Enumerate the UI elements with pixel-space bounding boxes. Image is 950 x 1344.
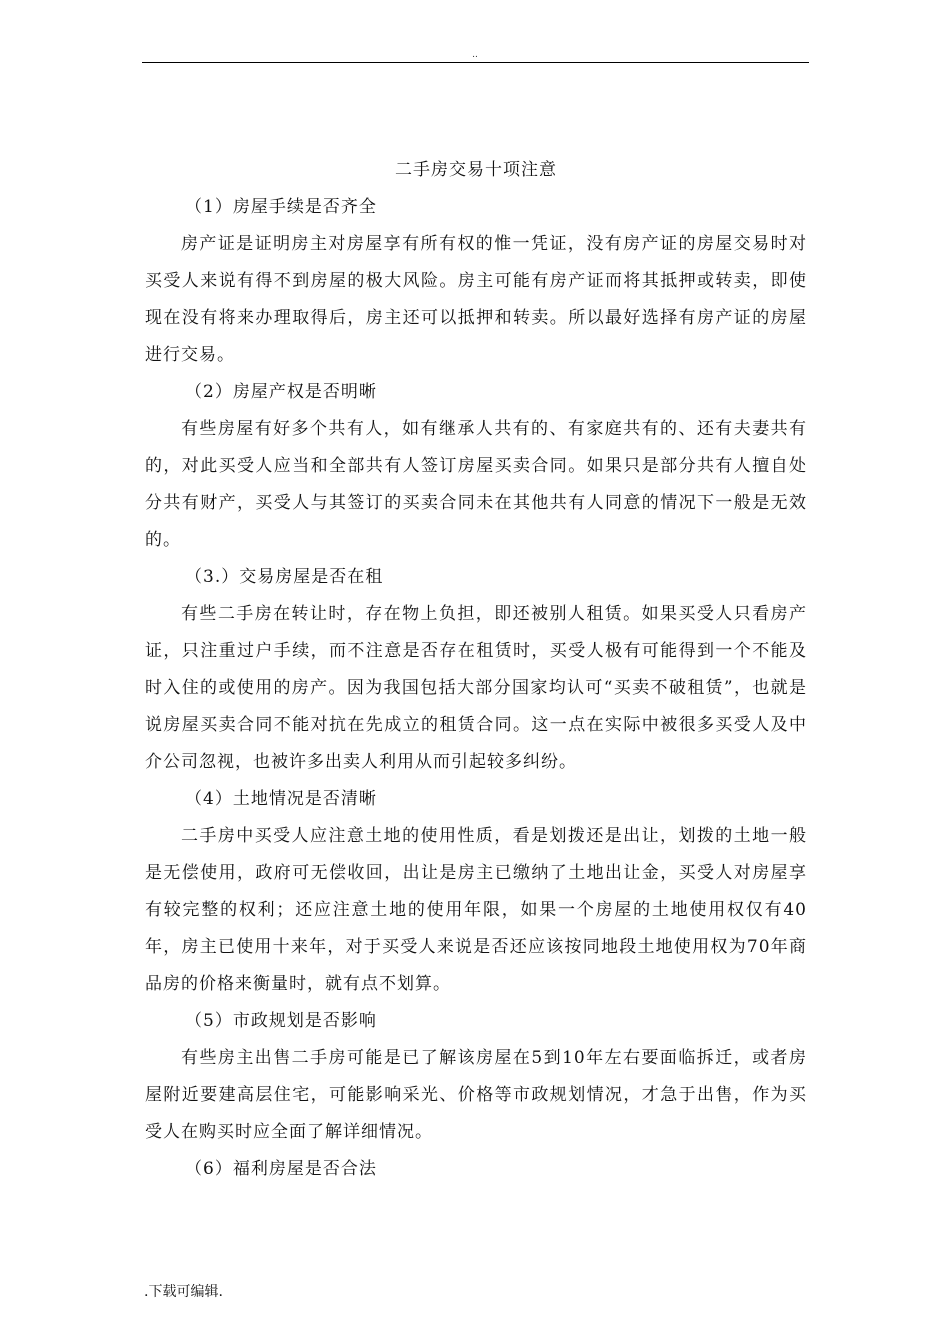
- section-heading-5: （5）市政规划是否影响: [185, 1011, 377, 1031]
- section-heading-6: （6）福利房屋是否合法: [185, 1159, 377, 1179]
- document-body: [145, 152, 807, 1188]
- section-paragraph-5: 有些房主出售二手房可能是已了解该房屋在5到10年左右要面临拆迁，或者房屋附近要建高层住宅，可能影响采光、价格等市政规划情况，才急于出售，作为买受人在购买时应全面了解详细情况。: [145, 1048, 807, 1142]
- section-paragraph-4: 二手房中买受人应注意土地的使用性质，看是划拨还是出让，划拨的土地一般是无偿使用，政府可无偿收回，出让是房主已缴纳了土地出让金，买受人对房屋享有较完整的权利；还应注意土地的使用年限，如果一个房屋的土地使用权仅有40年，房主已使用十来年，对于买受人来说是否还应该按同地段土地使用权为70年商品房的价格来衡量时，就有点不划算。: [145, 826, 807, 994]
- section-paragraph-2: 有些房屋有好多个共有人，如有继承人共有的、有家庭共有的、还有夫妻共有的，对此买受人应当和全部共有人签订房屋买卖合同。如果只是部分共有人擅自处分共有财产，买受人与其签订的买卖合同未在其他共有人同意的情况下一般是无效的。: [145, 419, 807, 550]
- section-heading-1: （1）房屋手续是否齐全: [185, 197, 377, 217]
- section-heading-3: （3.）交易房屋是否在租: [185, 567, 384, 587]
- section-heading-4: （4）土地情况是否清晰: [185, 789, 377, 809]
- document-title: 二手房交易十项注意: [395, 160, 557, 180]
- section-heading-2: （2）房屋产权是否明晰: [185, 382, 377, 402]
- footer-note: .下载可编辑.: [144, 1284, 223, 1300]
- section-paragraph-3: 有些二手房在转让时，存在物上负担，即还被别人租赁。如果买受人只看房产证，只注重过户手续，而不注意是否存在租赁时，买受人极有可能得到一个不能及时入住的或使用的房产。因为我国包括大部分国家均认可“买卖不破租赁”，也就是说房屋买卖合同不能对抗在先成立的租赁合同。这一点在实际中被很多买受人及中介公司忽视，也被许多出卖人利用从而引起较多纠纷。: [145, 604, 807, 772]
- header-mark: ..: [472, 50, 478, 60]
- header-rule: [142, 62, 809, 63]
- section-paragraph-1: 房产证是证明房主对房屋享有所有权的惟一凭证，没有房产证的房屋交易时对买受人来说有得不到房屋的极大风险。房主可能有房产证而将其抵押或转卖，即使现在没有将来办理取得后，房主还可以抵押和转卖。所以最好选择有房产证的房屋进行交易。: [145, 234, 807, 365]
